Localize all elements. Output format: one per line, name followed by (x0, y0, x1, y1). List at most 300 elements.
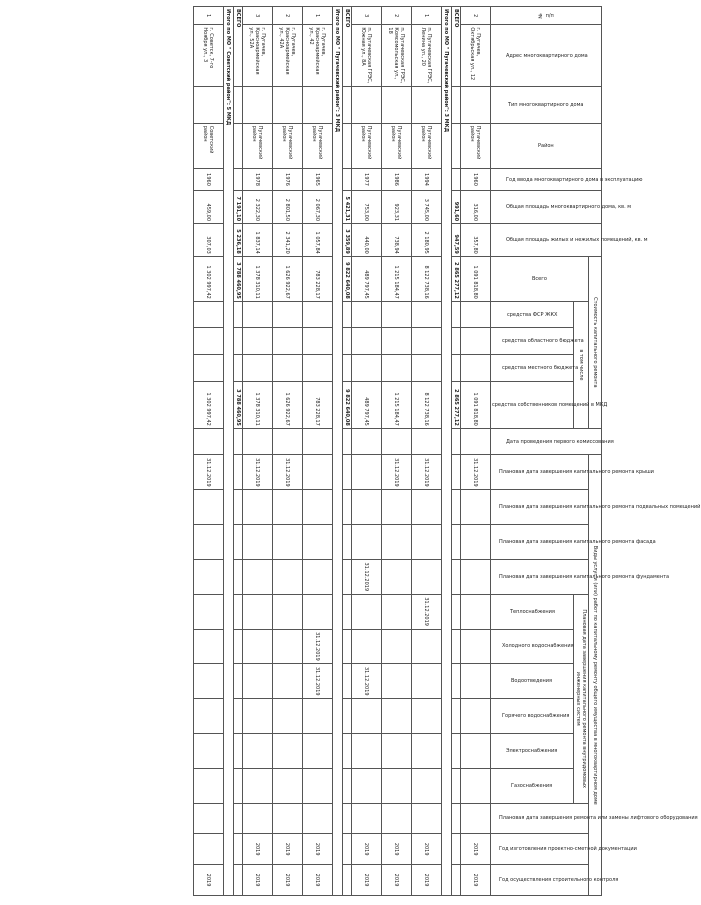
cell-lift (382, 803, 412, 834)
cell-address: п. Пугачевская ГРЭС, Ленина ул., 20 (412, 25, 442, 86)
cell-design: 2019 (243, 834, 273, 865)
cell-cost-owners: 1 091 818,80 (461, 381, 491, 428)
cell-cost-region (343, 328, 352, 355)
cell-d-facade (452, 525, 461, 560)
cell-cost-total: 783 228,17 (303, 256, 333, 301)
table-row (194, 7, 224, 896)
cell-type (461, 86, 491, 123)
cell-d-drain (343, 664, 352, 699)
cell-d-facade (343, 525, 352, 560)
header-basement: Плановая дата завершения капитального ремонта подвальных помещений (491, 490, 589, 525)
cell-lift (273, 803, 303, 834)
cell-type (243, 86, 273, 123)
cell-lift (343, 803, 352, 834)
cell-cost-region (194, 328, 224, 355)
cell-d-elec (343, 733, 352, 768)
cell-d-elec (461, 733, 491, 768)
cell-design (194, 834, 224, 865)
total-label: ВСЕГО (234, 7, 243, 87)
cell-d-gas (461, 768, 491, 803)
cell-year: 1994 (412, 168, 442, 191)
cell-cost-region (461, 328, 491, 355)
cell-control: 2019 (194, 865, 224, 896)
cell-d-roof: 31.12.2019 (194, 455, 224, 490)
cell-area-total: 2 322,30 (243, 191, 273, 224)
cell-area-total: 7 191,10 (234, 191, 243, 224)
cell-d-drain (194, 664, 224, 699)
cell-cost-local (352, 355, 382, 382)
cell-d-roof (303, 455, 333, 490)
cell-cost-total: 3 788 460,95 (234, 256, 243, 301)
cell-cost-owners: 1 626 922,67 (273, 381, 303, 428)
table-row (412, 7, 442, 896)
cell-d-elec (194, 733, 224, 768)
cell-area-living: 738,94 (382, 224, 412, 257)
cell-d-gas (234, 768, 243, 803)
cell-control: 2019 (352, 865, 382, 896)
cell-d-hot (461, 699, 491, 734)
cell-d-hot (352, 699, 382, 734)
cell-area-living: 440,00 (352, 224, 382, 257)
cell-cost-owners: 8 122 738,16 (412, 381, 442, 428)
header-date-first: Дата проведения первого комиссования (491, 428, 602, 455)
cell-d-cold (234, 629, 243, 664)
cell-d-heat (243, 594, 273, 629)
cell-year: 1978 (243, 168, 273, 191)
cell-no: 3 (352, 7, 382, 25)
cell-lift (461, 803, 491, 834)
cell-d-found (273, 559, 303, 594)
cell-d-found (243, 559, 273, 594)
cell-year (234, 168, 243, 191)
cell-design (343, 834, 352, 865)
section-title: Итого по МО " Пугачевский район": 3 МКД (442, 7, 452, 896)
cell-d-facade (382, 525, 412, 560)
cell-d-hot (194, 699, 224, 734)
cell-d-drain: 31.12.2019 (303, 664, 333, 699)
cell-year: 1965 (303, 168, 333, 191)
cell-cost-total: 1 215 184,47 (382, 256, 412, 301)
total-row (452, 7, 461, 896)
cell-d-cold (343, 629, 352, 664)
header-type: Тип многоквартирного дома (491, 86, 602, 123)
cell-cost-owners: 783 228,17 (303, 381, 333, 428)
cell-lift (352, 803, 382, 834)
cell-d-gas (273, 768, 303, 803)
cell-year (343, 168, 352, 191)
cell-d-facade (194, 525, 224, 560)
cell-d-drain: 31.12.2019 (352, 664, 382, 699)
cell-address: п. Пугачевская ГРЭС, Комсомольская ул., 18 (382, 25, 412, 86)
cell-d-elec (273, 733, 303, 768)
cell-district (343, 123, 352, 168)
cell-address: г. Советск, 7-го Ноября ул., 3 (194, 25, 224, 86)
cell-date-first (343, 428, 352, 455)
cell-d-roof (234, 455, 243, 490)
cell-no: 2 (461, 7, 491, 25)
cell-district: Пугачевский район (273, 123, 303, 168)
cell-d-gas (382, 768, 412, 803)
cell-area-living: 3 359,89 (343, 224, 352, 257)
header-roof: Плановая дата завершения капитального ремонта крыши (491, 455, 589, 490)
cell-type (194, 86, 224, 123)
cell-area-total: 5 421,31 (343, 191, 352, 224)
cell-cost-fzkh (194, 301, 224, 328)
cell-cost-local (243, 355, 273, 382)
cell-d-facade (273, 525, 303, 560)
cell-date-first (234, 428, 243, 455)
cell-d-elec (234, 733, 243, 768)
header-systems: Плановая дата завершения капитального ремонта внутридомовых инженерных систем (574, 594, 589, 803)
cell-d-basement (452, 490, 461, 525)
cell-design: 2019 (382, 834, 412, 865)
cell-cost-region (273, 328, 303, 355)
cell-design (234, 834, 243, 865)
cell-type (343, 86, 352, 123)
header-foundation: Плановая дата завершения капитального ремонта фундамента (491, 559, 589, 594)
cell-d-facade (303, 525, 333, 560)
header-owners: средства собственников помещений в МКД (491, 381, 574, 428)
cell-lift (243, 803, 273, 834)
header-fzkh: средства ФСР ЖКХ (491, 301, 574, 328)
header-drain: Водоотведения (491, 664, 574, 699)
cell-cost-fzkh (343, 301, 352, 328)
cell-d-elec (303, 733, 333, 768)
cell-d-heat (234, 594, 243, 629)
cell-area-total: 2 067,30 (303, 191, 333, 224)
cell-date-first (243, 428, 273, 455)
cell-d-drain (243, 664, 273, 699)
cell-district: Пугачевский район (303, 123, 333, 168)
cell-d-found (194, 559, 224, 594)
cell-d-heat (273, 594, 303, 629)
cell-d-drain (234, 664, 243, 699)
cell-area-total: 2 801,50 (273, 191, 303, 224)
table-row (382, 7, 412, 896)
cell-d-found (461, 559, 491, 594)
cell-d-roof (343, 455, 352, 490)
table-row (303, 7, 333, 896)
cell-cost-fzkh (303, 301, 333, 328)
cell-date-first (461, 428, 491, 455)
cell-cost-local (382, 355, 412, 382)
cell-d-basement (382, 490, 412, 525)
cell-area-living: 1 057,84 (303, 224, 333, 257)
cell-cost-fzkh (273, 301, 303, 328)
cell-d-basement (234, 490, 243, 525)
cell-date-first (452, 428, 461, 455)
header-elec: Электроснабжения (491, 733, 574, 768)
cell-d-roof: 31.12.2019 (243, 455, 273, 490)
cell-d-roof: 31.12.2019 (461, 455, 491, 490)
cell-cost-total: 489 797,45 (352, 256, 382, 301)
cell-d-cold: 31.12.2019 (303, 629, 333, 664)
header-gas: Газоснабжения (491, 768, 574, 803)
cell-area-living: 357,80 (461, 224, 491, 257)
cell-no: 1 (412, 7, 442, 25)
cell-d-found: 31.12.2019 (352, 559, 382, 594)
cell-d-found (303, 559, 333, 594)
cell-district: Пугачевский район (412, 123, 442, 168)
capital-repair-table (193, 6, 701, 896)
cell-d-elec (382, 733, 412, 768)
cell-d-heat: 31.12.2019 (412, 594, 442, 629)
cell-cost-region (234, 328, 243, 355)
cell-lift (303, 803, 333, 834)
cell-d-drain (452, 664, 461, 699)
cell-d-drain (273, 664, 303, 699)
cell-year: 1960 (461, 168, 491, 191)
cell-cost-local (194, 355, 224, 382)
cell-area-living: 947,59 (452, 224, 461, 257)
cell-date-first (412, 428, 442, 455)
cell-d-cold (382, 629, 412, 664)
cell-cost-owners: 2 865 277,12 (452, 381, 461, 428)
cell-d-heat (352, 594, 382, 629)
cell-address: п. Пугачевская ГРЭС, Южная ул., 8А (352, 25, 382, 86)
cell-district (452, 123, 461, 168)
cell-lift (452, 803, 461, 834)
cell-d-gas (352, 768, 382, 803)
cell-d-cold (461, 629, 491, 664)
cell-address: г. Пугачев, Красноармейская ул., 52А (243, 25, 273, 86)
cell-no: 1 (194, 7, 224, 25)
cell-d-found (382, 559, 412, 594)
cell-no: 1 (303, 7, 333, 25)
cell-d-basement (343, 490, 352, 525)
cell-year (452, 168, 461, 191)
cell-cost-total: 8 122 738,16 (412, 256, 442, 301)
cell-d-heat (343, 594, 352, 629)
cell-no: 2 (273, 7, 303, 25)
cell-date-first (352, 428, 382, 455)
cell-cost-total: 1 091 818,80 (461, 256, 491, 301)
cell-no: 2 (382, 7, 412, 25)
cell-area-living: 2 180,95 (412, 224, 442, 257)
cell-d-found (343, 559, 352, 594)
cell-address: г. Пугачев, Октябрьская ул., 12 (461, 25, 491, 86)
cell-date-first (273, 428, 303, 455)
cell-area-living: 1 837,14 (243, 224, 273, 257)
cell-d-heat (452, 594, 461, 629)
cell-district: Пугачевский район (382, 123, 412, 168)
cell-control (234, 865, 243, 896)
cell-district: Советский район (194, 123, 224, 168)
cell-d-elec (412, 733, 442, 768)
cell-design: 2019 (352, 834, 382, 865)
cell-cost-local (461, 355, 491, 382)
cell-cost-local (303, 355, 333, 382)
cell-cost-local (343, 355, 352, 382)
cell-d-basement (273, 490, 303, 525)
cell-area-total: 991,60 (452, 191, 461, 224)
cell-cost-fzkh (452, 301, 461, 328)
cell-cost-local (234, 355, 243, 382)
total-label: ВСЕГО (452, 7, 461, 87)
header-local: средства местного бюджета (491, 355, 574, 382)
cell-cost-region (243, 328, 273, 355)
cell-no: 3 (243, 7, 273, 25)
cell-cost-owners: 489 797,45 (352, 381, 382, 428)
cell-d-elec (452, 733, 461, 768)
cell-lift (194, 803, 224, 834)
cell-d-basement (352, 490, 382, 525)
cell-lift (234, 803, 243, 834)
cell-district: Пугачевский район (461, 123, 491, 168)
total-row (343, 7, 352, 896)
cell-cost-local (412, 355, 442, 382)
cell-d-hot (343, 699, 352, 734)
cell-cost-region (382, 328, 412, 355)
cell-year: 1976 (273, 168, 303, 191)
cell-type (452, 86, 461, 123)
cell-cost-owners: 1 302 997,42 (194, 381, 224, 428)
header-cost-total: Всего (491, 256, 589, 301)
cell-cost-total: 1 378 310,11 (243, 256, 273, 301)
cell-d-heat (382, 594, 412, 629)
cell-address: г. Пугачев, Красноармейская ул., 42 (303, 25, 333, 86)
cell-d-roof: 31.12.2019 (412, 455, 442, 490)
cell-d-hot (234, 699, 243, 734)
cell-cost-owners: 1 215 184,47 (382, 381, 412, 428)
cell-d-drain (382, 664, 412, 699)
cell-control: 2019 (303, 865, 333, 896)
cell-d-facade (352, 525, 382, 560)
header-works-group: Виды услуг и (или) работ по капитальному ремонту общего имущества в многоквартирном доме (589, 455, 602, 896)
cell-district (234, 123, 243, 168)
header-hot: Горячего водоснабжения (491, 699, 574, 734)
cell-cost-local (273, 355, 303, 382)
cell-area-total: 753,00 (352, 191, 382, 224)
cell-d-basement (412, 490, 442, 525)
cell-d-heat (303, 594, 333, 629)
header-year: Год ввода многоквартирного дома в эксплуатацию (491, 168, 602, 191)
cell-d-found (234, 559, 243, 594)
cell-d-cold (273, 629, 303, 664)
header-no: № п/п (491, 7, 602, 25)
cell-cost-local (452, 355, 461, 382)
cell-district: Пугачевский район (243, 123, 273, 168)
table-row (243, 7, 273, 896)
cell-d-heat (194, 594, 224, 629)
cell-cost-region (303, 328, 333, 355)
cell-area-total: 3 745,00 (412, 191, 442, 224)
header-cost-group: Стоимость капитального ремонта (589, 256, 602, 428)
cell-date-first (194, 428, 224, 455)
cell-d-hot (412, 699, 442, 734)
cell-cost-fzkh (461, 301, 491, 328)
cell-cost-region (352, 328, 382, 355)
cell-year: 1977 (352, 168, 382, 191)
cell-d-cold (243, 629, 273, 664)
cell-d-facade (412, 525, 442, 560)
cell-cost-fzkh (382, 301, 412, 328)
cell-year: 1986 (382, 168, 412, 191)
cell-d-basement (303, 490, 333, 525)
header-district: Район (491, 123, 602, 168)
cell-type (382, 86, 412, 123)
cell-cost-region (452, 328, 461, 355)
cell-d-hot (303, 699, 333, 734)
cell-type (234, 86, 243, 123)
cell-d-drain (461, 664, 491, 699)
header-design: Год изготовления проектно-сметной документации (491, 834, 589, 865)
cell-d-gas (343, 768, 352, 803)
cell-d-hot (273, 699, 303, 734)
cell-address: г. Пугачев, Красноармейская ул., 42А (273, 25, 303, 86)
cell-area-living: 2 341,20 (273, 224, 303, 257)
table-row (273, 7, 303, 896)
cell-cost-fzkh (352, 301, 382, 328)
header-cold: Холодного водоснабжения (491, 629, 574, 664)
cell-d-hot (382, 699, 412, 734)
cell-cost-owners: 3 788 460,95 (234, 381, 243, 428)
cell-cost-total: 9 822 640,08 (343, 256, 352, 301)
cell-d-cold (194, 629, 224, 664)
cell-control (343, 865, 352, 896)
cell-d-facade (234, 525, 243, 560)
cell-control: 2019 (461, 865, 491, 896)
cell-design: 2019 (461, 834, 491, 865)
header-area-total: Общая площадь многоквартирного дома, кв. м (491, 191, 602, 224)
cell-d-gas (452, 768, 461, 803)
cell-cost-fzkh (234, 301, 243, 328)
total-row (234, 7, 243, 896)
cell-d-hot (452, 699, 461, 734)
cell-date-first (303, 428, 333, 455)
cell-d-elec (352, 733, 382, 768)
cell-lift (412, 803, 442, 834)
header-cost-incl: в том числе (574, 301, 589, 428)
section-row (224, 7, 234, 896)
cell-d-gas (412, 768, 442, 803)
cell-d-cold (452, 629, 461, 664)
cell-d-cold (412, 629, 442, 664)
cell-year: 1960 (194, 168, 224, 191)
cell-d-facade (243, 525, 273, 560)
header-area-living: Общая площадь жилых и нежилых помещений, кв. м (491, 224, 602, 257)
header-heat: Теплоснабжения (491, 594, 574, 629)
cell-area-living: 307,03 (194, 224, 224, 257)
header-address: Адрес многоквартирного дома (491, 25, 602, 86)
cell-d-gas (194, 768, 224, 803)
cell-d-found (412, 559, 442, 594)
cell-d-hot (243, 699, 273, 734)
cell-d-gas (303, 768, 333, 803)
header-control: Год осуществления строительного контроля (491, 865, 589, 896)
cell-area-total: 459,00 (194, 191, 224, 224)
section-row (333, 7, 343, 896)
cell-design (452, 834, 461, 865)
header-region: средства областного бюджета (491, 328, 574, 355)
cell-d-roof (452, 455, 461, 490)
cell-cost-region (412, 328, 442, 355)
section-title: Итого по МО " Пугачевский район": 3 МКД (333, 7, 343, 896)
cell-control (452, 865, 461, 896)
cell-type (352, 86, 382, 123)
cell-date-first (382, 428, 412, 455)
cell-design: 2019 (303, 834, 333, 865)
cell-d-basement (194, 490, 224, 525)
cell-d-cold (352, 629, 382, 664)
cell-d-basement (461, 490, 491, 525)
cell-cost-total: 1 302 997,42 (194, 256, 224, 301)
cell-d-drain (412, 664, 442, 699)
header-lift: Плановая дата завершения ремонта или замены лифтового оборудования (491, 803, 589, 834)
total-label: ВСЕГО (343, 7, 352, 87)
cell-type (303, 86, 333, 123)
cell-design: 2019 (273, 834, 303, 865)
